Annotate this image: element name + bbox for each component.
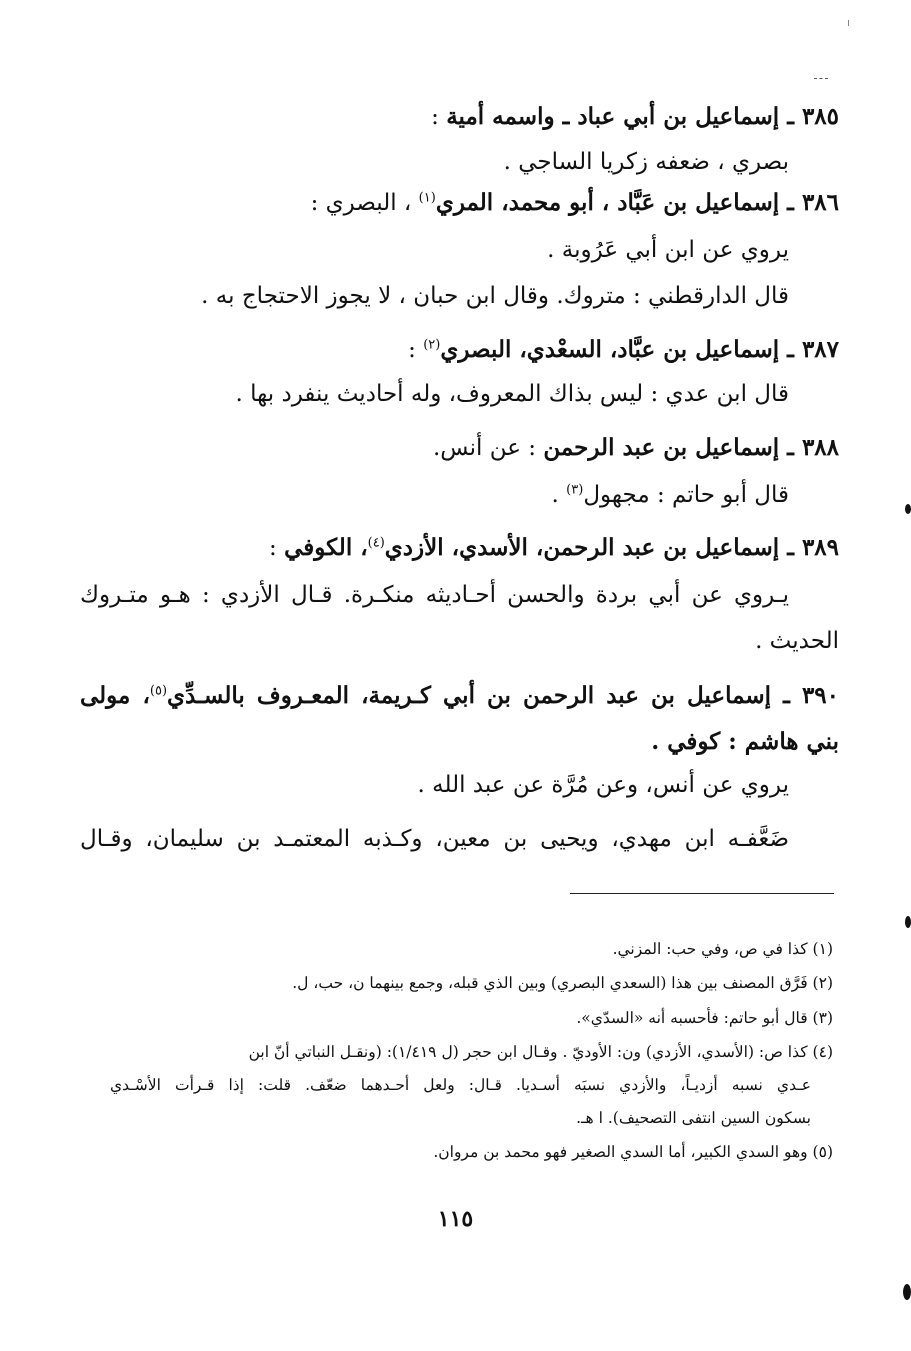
entry-386-heading: [70, 187, 839, 219]
entry-387-heading: [70, 334, 839, 366]
entry-388-text-main: قال أبو حاتم : مجهول: [583, 482, 789, 508]
entry-385-text: بصري ، ضعفه زكريا الساجي .: [503, 149, 789, 175]
entry-389-title: ٣٨٩ ـ إسماعيل بن عبد الرحمن، الأسدي، الأزدي: [384, 534, 839, 561]
footnote-2: (٢) فَرَّق المصنف بين هذا (السعدي البصري) وبين الذي قبله، وجمع بينهما ن، حب، ل.: [292, 974, 833, 992]
page-number: ١١٥: [437, 1206, 474, 1232]
entry-390-text-2: ضَعَّفـه ابن مهدي، ويحيى بن معين، وكـذبه المعتمـد بن سليمان، وقـال: [80, 826, 789, 852]
entry-390-text-1: يروي عن أنس، وعن مُرَّة عن عبد الله .: [417, 772, 789, 798]
entry-388-text: [70, 479, 789, 511]
margin-dash: [814, 78, 828, 79]
entry-389-title-tail: :: [269, 535, 285, 561]
footnote-ref-5[interactable]: (٥): [149, 683, 168, 699]
entry-387-title: ٣٨٧ ـ إسماعيل بن عبَّاد، السعْدي، البصري: [440, 336, 839, 363]
margin-mark: [848, 20, 849, 26]
footnote-ref-3[interactable]: (٣): [566, 482, 584, 498]
footnote-ref-1[interactable]: (١): [418, 190, 436, 206]
entry-388-heading: [70, 432, 839, 464]
entry-387-title-tail: :: [408, 337, 424, 363]
entry-389-text-2: الحديث .: [755, 628, 839, 654]
entry-386-text-1: يروي عن ابن أبي عَرُوبة .: [547, 237, 789, 263]
footnote-ref-4[interactable]: (٤): [367, 535, 385, 551]
entry-387-text: قال ابن عدي : ليس بذاك المعروف، وله أحاديث ينفرد بها .: [235, 381, 789, 407]
entry-388-title: ٣٨٨ ـ إسماعيل بن عبد الرحمن: [543, 434, 839, 461]
scan-mark: [903, 1284, 911, 1300]
entry-388-text-end: .: [551, 482, 567, 508]
footnote-4-line-3: بسكون السين انتفى التصحيف). ا هـ.: [576, 1109, 811, 1127]
entry-389-heading: [70, 532, 839, 564]
entry-386-title-tail: ، البصري :: [310, 190, 419, 216]
footnote-3: (٣) قال أبو حاتم: فأحسبه أنه «السدّي».: [576, 1009, 833, 1027]
entry-390-title-end: ، مولى: [80, 682, 150, 709]
scan-mark: [905, 916, 911, 928]
scan-mark: [905, 504, 911, 514]
entry-388-title-tail: : عن أنس.: [433, 435, 544, 461]
entry-390-title: ٣٩٠ ـ إسماعيل بن عبد الرحمن بن أبي كـريمة، المعـروف بالسـدِّي: [167, 682, 839, 709]
footnote-1: (١) كذا في ص، وفي حب: المزني.: [612, 940, 833, 958]
entry-385-title-tail: :: [431, 104, 447, 130]
footnote-5: (٥) وهو السدي الكبير، أما السدي الصغير فهو محمد بن مروان.: [433, 1143, 833, 1161]
entry-385-title: ٣٨٥ ـ إسماعيل بن أبي عباد ـ واسمه أمية: [446, 103, 839, 130]
entry-385-heading: [70, 101, 839, 133]
footnote-ref-2[interactable]: (٢): [423, 337, 441, 353]
footnote-4-line-2: عـدي نسبه أزديـاً، والأزدي نسبَه أسـديا. قـال: ولعل أحـدهما ضعّف. قلت: إذا قـرأت الأسْـدي: [110, 1076, 811, 1094]
entry-390-heading-1: [80, 680, 839, 712]
footnote-separator: [570, 893, 834, 894]
entry-386-text-2: قال الدارقطني : متروك. وقال ابن حبان ، لا يجوز الاحتجاج به .: [201, 283, 789, 309]
entry-390-heading-2: بني هاشم : كوفي .: [651, 728, 839, 755]
entry-389-title-end: ، الكوفي: [284, 534, 368, 561]
entry-389-text-1: يـروي عن أبي بردة والحسن أحـاديثه منكـرة. قـال الأزدي : هـو متـروك: [80, 582, 789, 608]
footnote-4-line-1: (٤) كذا ص: (الأسدي، الأزدي) ون: الأوديّ . وقـال ابن حجر (ل ١/٤١٩): (ونقـل النباتي أنّ ابن: [248, 1043, 833, 1061]
entry-386-title: ٣٨٦ ـ إسماعيل بن عَبَّاد ، أبو محمد، المري: [435, 189, 839, 216]
